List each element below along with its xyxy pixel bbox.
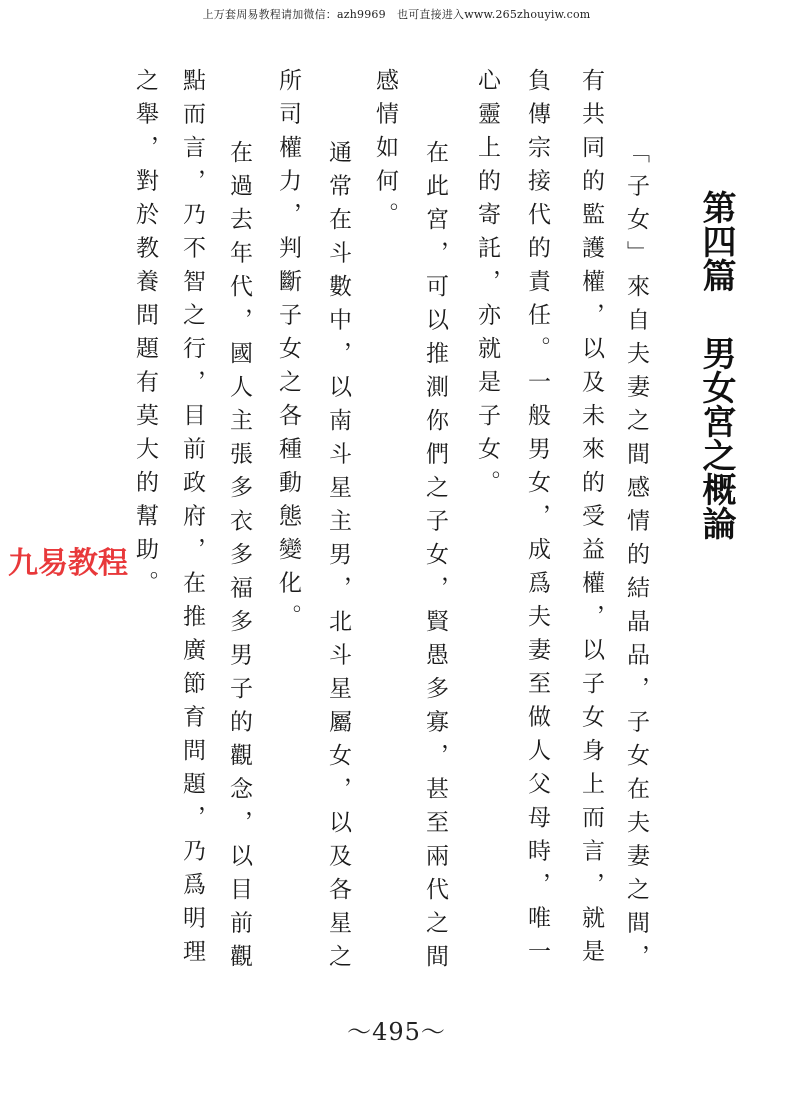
body-column-10: 點而言，乃不智之行，目前政府，在推廣節育問題，乃爲明理: [179, 68, 205, 973]
body-column-1: 「子女」來自夫妻之間感情的結晶品，子女在夫妻之間，: [623, 140, 649, 978]
body-column-9: 在過去年代，國人主張多衣多福多男子的觀念，以目前觀: [226, 140, 252, 978]
body-column-7: 通常在斗數中，以南斗星主男，北斗星屬女，以及各星之: [325, 140, 351, 978]
body-column-5: 在此宮，可以推測你們之子女，賢愚多寡，甚至兩代之間: [422, 140, 448, 978]
body-column-11: 之舉，對於教養問題有莫大的幫助。: [132, 68, 158, 604]
chapter-number: 第四篇: [696, 190, 736, 292]
page-number: ～495～: [347, 1018, 446, 1046]
body-column-8: 所司權力，判斷子女之各種動態變化。: [275, 68, 301, 638]
chapter-title: [696, 190, 736, 540]
body-column-4: 心靈上的寄託，亦就是子女。: [474, 68, 500, 504]
body-column-6: 感情如何。: [372, 68, 398, 236]
body-column-3: 負傳宗接代的責任。一般男女，成爲夫妻至做人父母時，唯一: [524, 68, 550, 973]
header-line: 上万套周易教程请加微信：azh9969 也可直接进入www.265zhouyiw.com: [202, 8, 591, 21]
chapter-title-text: 男女宮之概論: [696, 336, 736, 540]
watermark: 九易教程: [8, 546, 128, 581]
body-column-2: 有共同的監護權，以及未來的受益權，以子女身上而言，就是: [578, 68, 604, 973]
